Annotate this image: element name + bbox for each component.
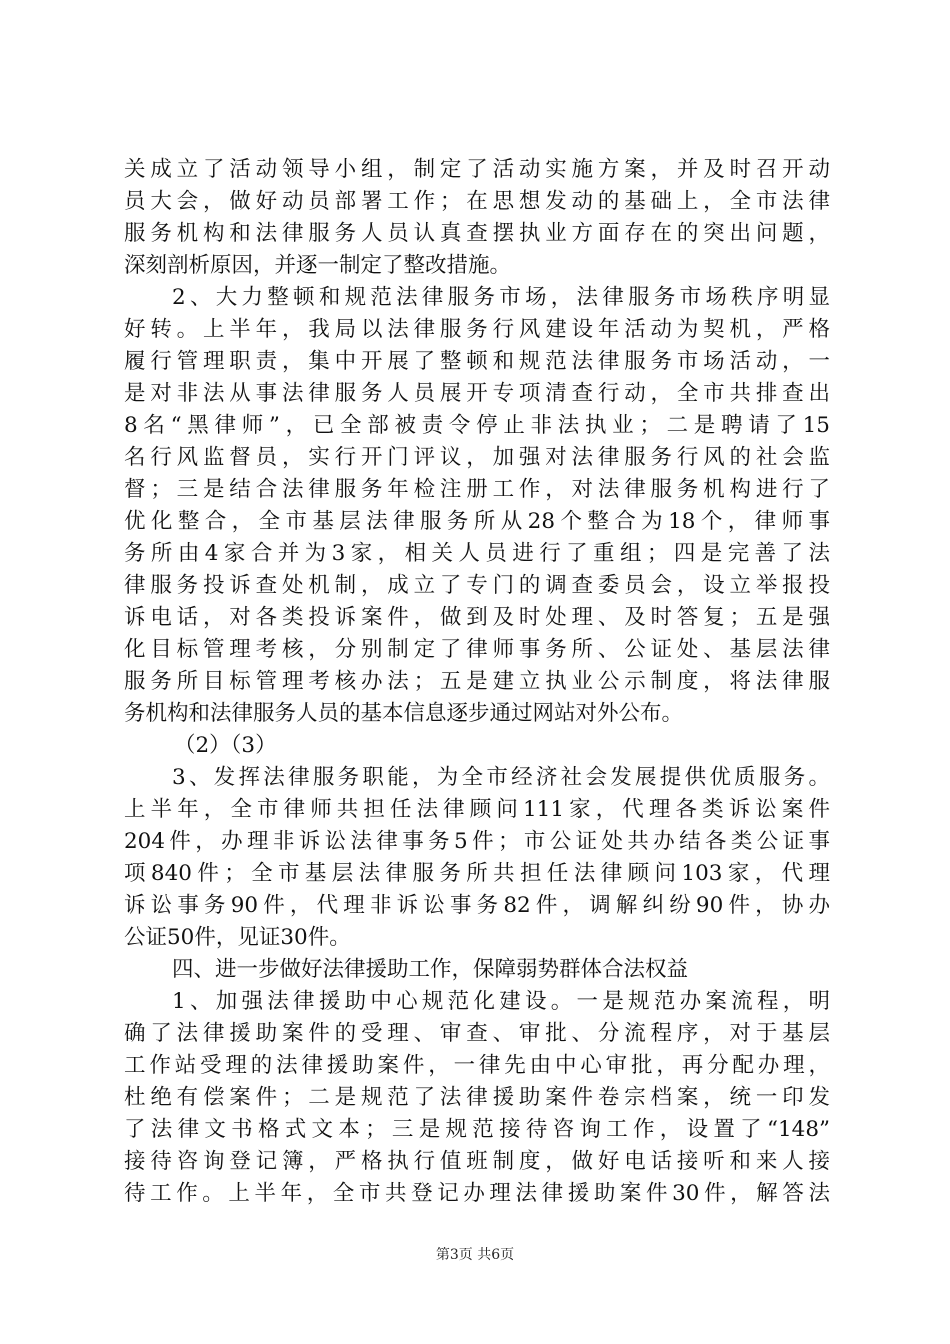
section-heading: 四、进一步做好法律援助工作，保障弱势群体合法权益 [172, 957, 689, 982]
text-line: 8名“黑律师”，已全部被责令停止非法执业；二是聘请了15 [124, 413, 830, 438]
text-line: 了法律文书格式文本；三是规范接待咨询工作，设置了“148” [124, 1117, 830, 1142]
text-line: 确了法律援助案件的受理、审查、审批、分流程序，对于基层 [124, 1021, 830, 1046]
page-footer: 第3页 共6页 [435, 1247, 515, 1263]
text-line: 项840件；全市基层法律服务所共担任法律顾问103家，代理 [124, 861, 830, 886]
text-line: 1、加强法律援助中心规范化建设。一是规范办案流程，明 [172, 989, 830, 1014]
body-text [124, 154, 830, 1210]
text-line: 律服务投诉查处机制，成立了专门的调查委员会，设立举报投 [124, 573, 830, 598]
text-line: 好转。上半年，我局以法律服务行风建设年活动为契机，严格 [124, 317, 830, 342]
text-line: 204件，办理非诉讼法律事务5件；市公证处共办结各类公证事 [124, 829, 830, 854]
text-line: 工作站受理的法律援助案件，一律先由中心审批，再分配办理， [124, 1053, 830, 1078]
text-line: 待工作。上半年，全市共登记办理法律援助案件30件，解答法 [124, 1181, 830, 1206]
text-line: 务机构和法律服务人员的基本信息逐步通过网站对外公布。 [124, 701, 684, 726]
text-line: 上半年，全市律师共担任法律顾问111家，代理各类诉讼案件 [124, 797, 830, 822]
text-line: 服务所目标管理考核办法；五是建立执业公示制度，将法律服 [124, 669, 830, 694]
text-line: 员大会，做好动员部署工作；在思想发动的基础上，全市法律 [124, 189, 830, 214]
text-line: 2、大力整顿和规范法律服务市场，法律服务市场秩序明显 [172, 285, 830, 310]
text-line: 名行风监督员，实行开门评议，加强对法律服务行风的社会监 [124, 445, 830, 470]
text-line: 是对非法从事法律服务人员展开专项清查行动，全市共排查出 [124, 381, 830, 406]
text-line: 杜绝有偿案件；二是规范了法律援助案件卷宗档案，统一印发 [124, 1085, 830, 1110]
text-line: （2）（3） [174, 733, 277, 758]
text-line: 诉讼事务90件，代理非诉讼事务82件，调解纠纷90件，协办 [124, 893, 830, 918]
text-line: 务所由4家合并为3家，相关人员进行了重组；四是完善了法 [124, 541, 830, 566]
text-line: 化目标管理考核，分别制定了律师事务所、公证处、基层法律 [124, 637, 830, 662]
text-line: 3、发挥法律服务职能，为全市经济社会发展提供优质服务。 [172, 765, 830, 790]
text-line: 诉电话，对各类投诉案件，做到及时处理、及时答复；五是强 [124, 605, 830, 630]
text-line: 深刻剖析原因，并逐一制定了整改措施。 [124, 253, 512, 278]
text-line: 履行管理职责，集中开展了整顿和规范法律服务市场活动，一 [124, 349, 830, 374]
text-line: 服务机构和法律服务人员认真查摆执业方面存在的突出问题， [124, 221, 830, 246]
text-line: 关成立了活动领导小组，制定了活动实施方案，并及时召开动 [124, 157, 830, 182]
text-line: 接待咨询登记簿，严格执行值班制度，做好电话接听和来人接 [124, 1149, 830, 1174]
text-line: 优化整合，全市基层法律服务所从28个整合为18个，律师事 [124, 509, 830, 534]
text-line: 督；三是结合法律服务年检注册工作，对法律服务机构进行了 [124, 477, 830, 502]
text-line: 公证50件，见证30件。 [124, 925, 351, 950]
